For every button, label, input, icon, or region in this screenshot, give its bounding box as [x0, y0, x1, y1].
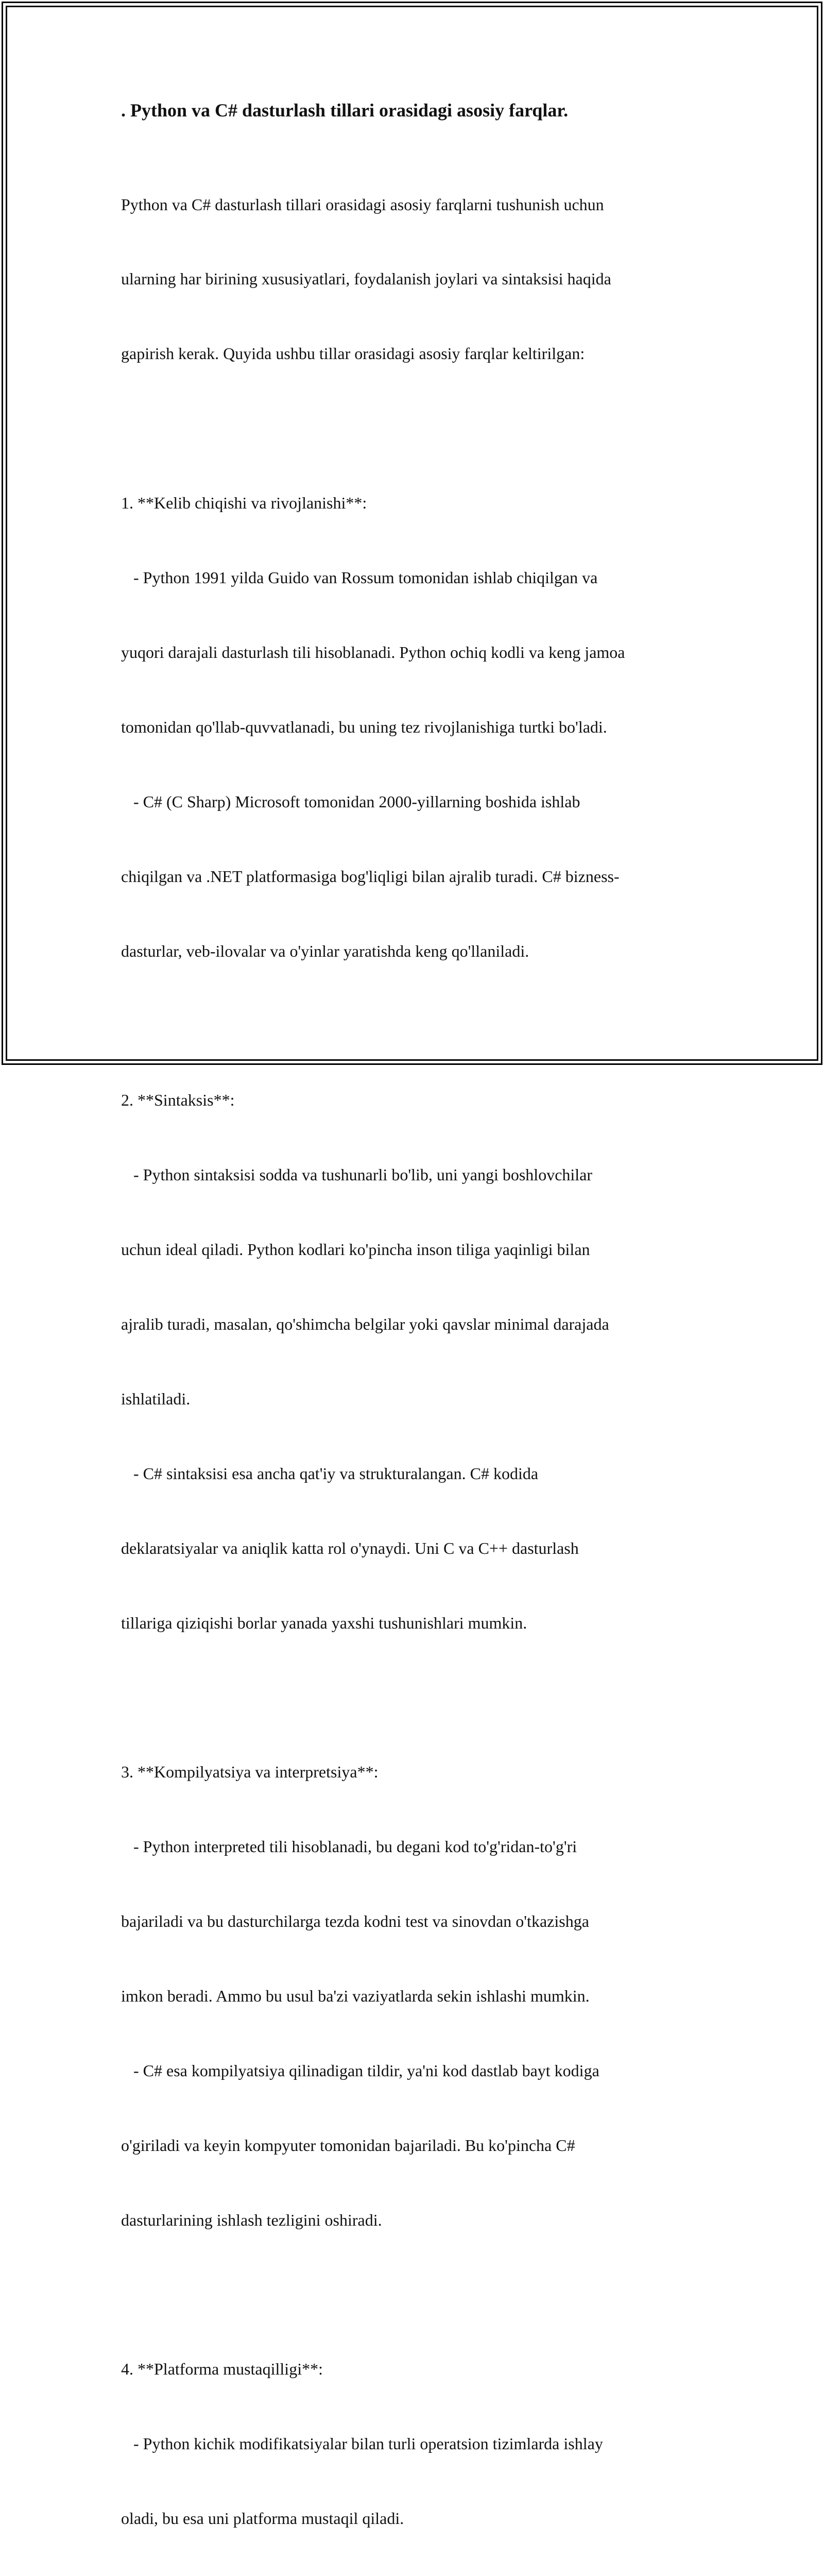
text-line: - Python 1991 yilda Guido van Rossum tomonidan ishlab chiqilgan va [121, 568, 598, 587]
text-line: uchun ideal qiladi. Python kodlari ko'pincha inson tiliga yaqinligi bilan [121, 1240, 590, 1259]
text-line: dasturlarining ishlash tezligini oshiradi. [121, 2210, 382, 2229]
text-line: - C# (C Sharp) Microsoft tomonidan 2000-yillarning boshida ishlab [121, 792, 580, 811]
text-line: ajralib turadi, masalan, qo'shimcha belgilar yoki qavslar minimal darajada [121, 1314, 609, 1333]
text-line: o'giriladi va keyin kompyuter tomonidan bajariladi. Bu ko'pincha C# [121, 2136, 575, 2155]
blank-line [121, 1685, 713, 1709]
text-line: - Python interpreted tili hisoblanadi, bu degani kod to'g'ridan-to'g'ri [121, 1837, 577, 1856]
blank-line [121, 2282, 713, 2307]
section-heading: 4. **Platforma mustaqilligi**: [121, 2360, 323, 2379]
text-line: yuqori darajali dasturlash tili hisoblanadi. Python ochiq kodli va keng jamoa [121, 642, 625, 662]
text-line: - C# esa kompilyatsiya qilinadigan tildir, ya'ni kod dastlab bayt kodiga [121, 2061, 599, 2080]
text-line: dasturlar, veb-ilovalar va o'yinlar yaratishda keng qo'llaniladi. [121, 941, 529, 960]
text-line: tomonidan qo'llab-quvvatlanadi, bu uning tez rivojlanishiga turtki bo'ladi. [121, 717, 607, 736]
text-line: tillariga qiziqishi borlar yanada yaxshi tushunishlari mumkin. [121, 1613, 527, 1632]
text-line: - Python sintaksisi sodda va tushunarli bo'lib, uni yangi boshlovchilar [121, 1165, 593, 1184]
text-line: imkon beradi. Ammo bu usul ba'zi vaziyatlarda sekin ishlashi mumkin. [121, 1986, 590, 2005]
text-line: ishlatiladi. [121, 1389, 191, 1408]
text-line: - Python kichik modifikatsiyalar bilan turli operatsion tizimlarda ishlay [121, 2434, 603, 2453]
text-line: deklaratsiyalar va aniqlik katta rol o'ynaydi. Uni C va C++ dasturlash [121, 1538, 579, 1557]
blank-line [121, 1013, 713, 1038]
document-content [121, 96, 713, 2576]
text-line: oladi, bu esa uni platforma mustaqil qiladi. [121, 2509, 404, 2528]
text-line: gapirish kerak. Quyida ushbu tillar orasidagi asosiy farqlar keltirilgan: [121, 344, 585, 363]
section-heading: 1. **Kelib chiqishi va rivojlanishi**: [121, 494, 367, 513]
text-line: chiqilgan va .NET platformasiga bog'liqligi bilan ajralib turadi. C# bizness- [121, 867, 620, 886]
text-line: - C# sintaksisi esa ancha qat'iy va strukturalangan. C# kodida [121, 1464, 539, 1483]
text-line: ularning har birining xususiyatlari, foydalanish joylari va sintaksisi haqida [121, 269, 611, 289]
text-line: bajariladi va bu dasturchilarga tezda kodni test va sinovdan o'tkazishga [121, 1912, 589, 1931]
text-line: Python va C# dasturlash tillari orasidagi asosiy farqlarni tushunish uchun [121, 195, 604, 214]
blank-line [121, 416, 713, 440]
section-heading: 3. **Kompilyatsiya va interpretsiya**: [121, 1762, 379, 1782]
section-heading: 2. **Sintaksis**: [121, 1091, 235, 1110]
document-body [121, 142, 713, 2576]
document-title: . Python va C# dasturlash tillari orasidagi asosiy farqlar. [121, 100, 569, 121]
